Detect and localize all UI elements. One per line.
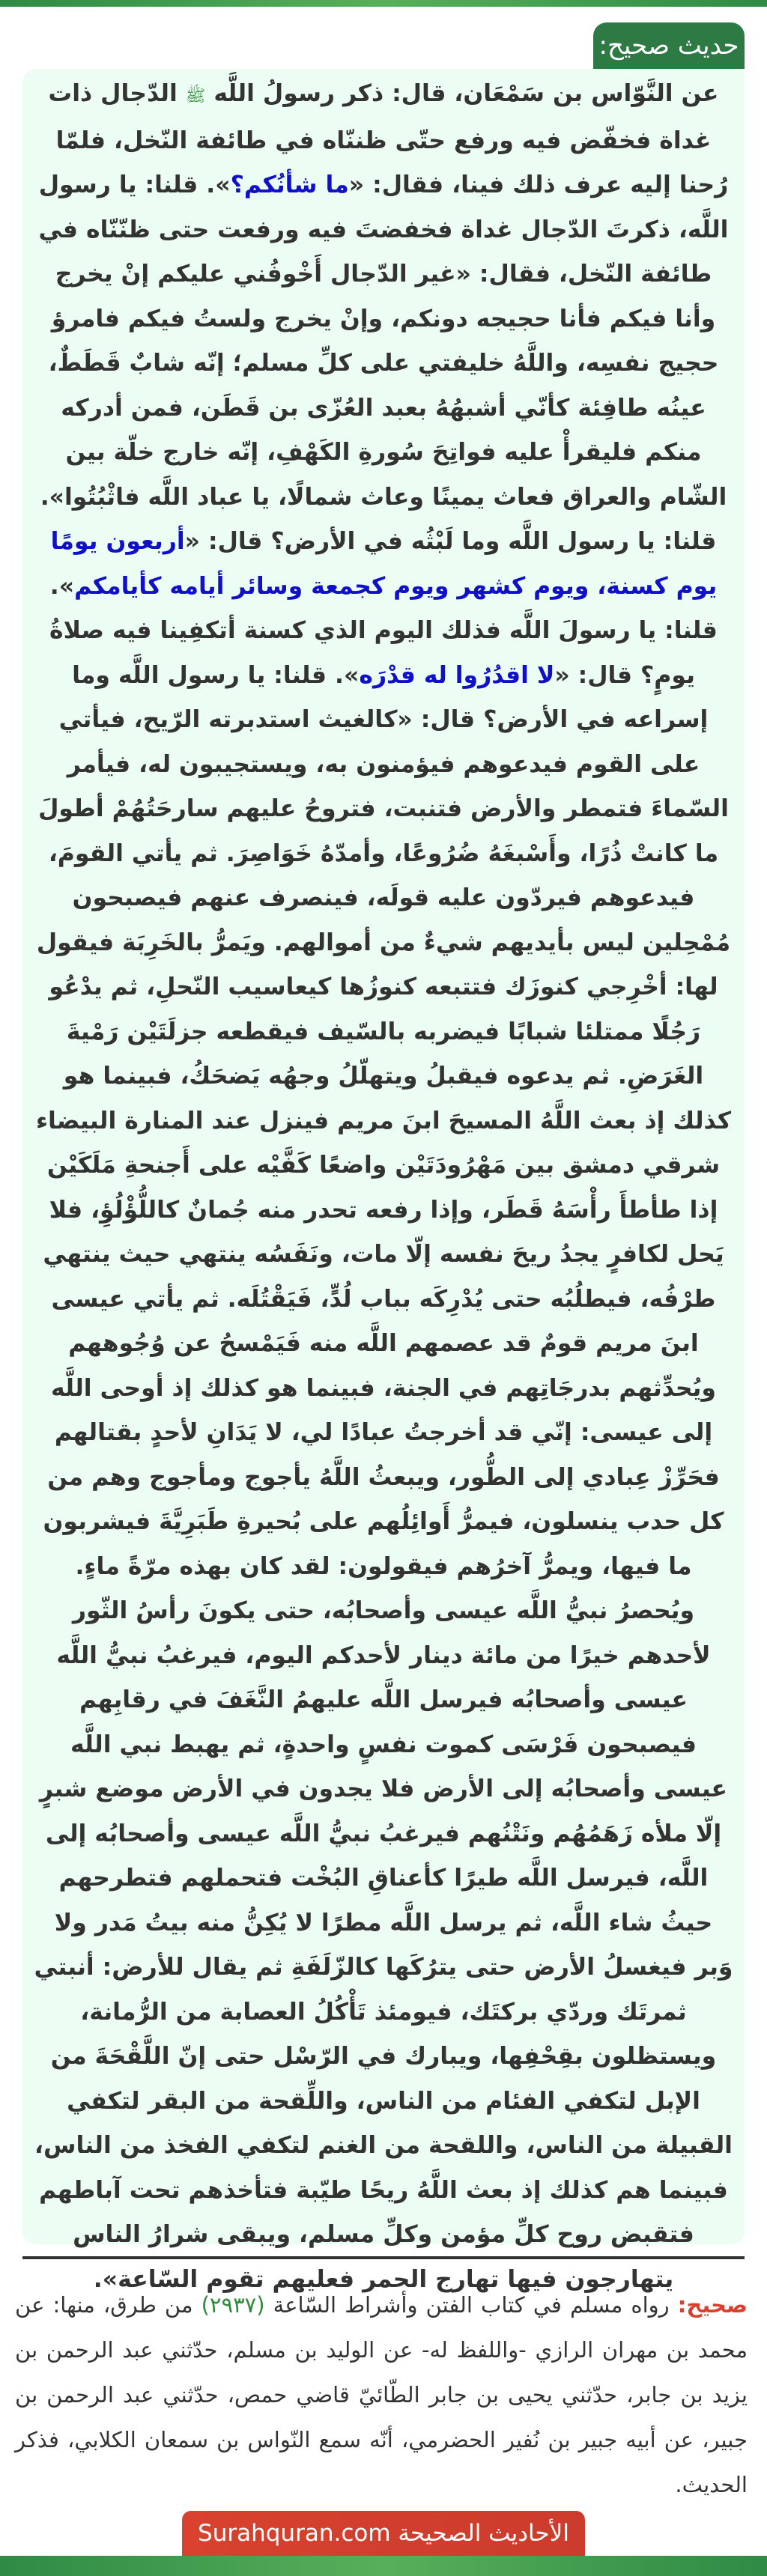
hadith-segment: ». قلنا: يا رسول اللَّه، ذكرتَ الدّجال غداة فخفضتَ فيه ورفعت حتى ظنّنّاه في طائفة النّخل، فقال: «غير الدّجال أَخْوفُني عليكم إنْ يخرج وأنا فيكم فأنا حجيجه دونكم، وإنْ يخرج ولستُ فيكم فامرؤ حجيج نفسِه، واللَّهُ خليفتي على كلِّ مسلم؛ إنّه شابٌ قَطَطٌ، عينُه طافِئة كأنّي أشبهُهُ بعبد العُزّى بن قَطَن، فمن أدركه منكم فليقرأْ عليه فواتِحَ سُورةِ الكَهْفِ، إنّه خارج خلّة بين الشّام والعراق فعاث يمينًا وعاث شمالًا، يا عباد اللَّه فاثْبُتُوا». قلنا: يا رسول اللَّه وما لَبْثُه في الأرض؟ قال: « (38, 171, 729, 555)
takhrij-text: رواه مسلم في كتاب الفتن وأشراط السّاعة (264, 2292, 678, 2318)
prophet-quote: أربعون يومًا يوم كسنة، ويوم كشهر ويوم كجمعة وسائر أيامه كأيامكم (50, 528, 718, 600)
section-divider (22, 2256, 745, 2259)
grade-label: صحيح: (677, 2292, 748, 2318)
prophet-quote: لا اقدُرُوا له قدْرَه (359, 661, 555, 689)
hadith-segment: الدّجال ذات غداة فخفّض فيه ورفع حتّى ظننّاه في طائفة النّخل، فلمّا رُحنا إليه عرف ذلك فينا، فقال: « (48, 80, 729, 198)
hadith-segment: ». قلنا: يا رسول اللَّه وما إسراعه في الأرض؟ قال: «كالغيث استدبرته الرّيح، فيأتي على القوم فيدعوهم فيؤمنون به، ويستجيبون له، فيأمر السّماءَ فتمطر والأرض فتنبت، فتروحُ عليهم سارحَتُهُمْ أطولَ ما كانتْ ذُرًا، وأَسْبغَهُ ضُرُوعًا، وأمدّهُ خَوَاصِرَ. ثم يأتي القومَ، فيدعوهم فيردّون عليه قولَه، فينصرف عنهم فيصبحون مُمْحِلين ليس بأيديهم شيءٌ من أموالهم. ويَمرُّ بالخَرِبَة فيقول لها: أخْرِجي كنوزَك فتتبعه كنوزُها كيعاسيب النّحلِ، ثم يدْعُو رَجُلًا ممتلئا شبابًا فيضربه بالسّيف فيقطعه جزلَتَيْن رَمْيةَ الغَرَضِ. ثم يدعوه فيقبلُ ويتهلّلُ وجهُه يَضحَكُ، فبينما هو كذلك إذ بعث اللَّهُ المسيحَ ابنَ مريم فينزل عند المنارة البيضاء شرقي دمشق بين مَهْرُودَتَيْن واضعًا كَفَّيْه على أَجنحةِ مَلَكَيْن إذا طأطأَ رأْسَهُ قَطَر، وإذا رفعه تحدر منه جُمانٌ كاللُّؤْلُؤِ، فلا يَحل لكافرٍ يجدُ ريحَ نفسه إلّا مات، ونَفَسُه ينتهي حيث ينتهي طرْفُه، فيطلُبُه حتى يُدْرِكَه بباب لُدٍّ، فَيَقْتُلَه. ثم يأتي عيسى ابنَ مريم قومٌ قد عصمهم اللَّه منه فَيَمْسحُ عن وُجُوههم ويُحدِّثهم بدرجَاتِهم في الجنة، فبينما هو كذلك إذ أوحى اللَّه إلى عيسى: إنّي قد أخرجتُ عبادًا لي، لا يَدَانِ لأحدٍ بقتالهم فحَرِّزْ عِبادي إلى الطُّور، ويبعثُ اللَّهُ يأجوج ومأجوج وهم من كل حدب ينسلون، فيمرُّ أَوائِلُهم على بُحيرةِ طَبَرِيَّةَ فيشربون ما فيها، ويمرُّ آخرُهم فيقولون: لقد كان بهذه مرّةً ماءٍ. ويُحصرُ نبيُّ اللَّه عيسى وأصحابُه، حتى يكونَ رأسُ الثّور لأحدهم خيرًا من مائة دينار لأحدكم اليوم، فيرغبُ نبيُّ اللَّه عيسى وأصحابُه فيرسل اللَّه عليهمُ النَّغَفَ في رقابِهم فيصبحون فَرْسَى كموت نفسٍ واحدةٍ، ثم يهبط نبي اللَّه عيسى وأصحابُه إلى الأرض فلا يجدون في الأرض موضع شبرٍ إلّا ملأه زَهَمُهُم ونَتْنُهم فيرغبُ نبيُّ اللَّه عيسى وأصحابُه إلى اللَّه، فيرسل اللَّه طيرًا كأعناقِ البُخْت فتحملهم فتطرحهم حيثُ شاء اللَّه، ثم يرسل اللَّه مطرًا لا يُكِنُّ منه بيتُ مَدر ولا وَبر فيغسلُ الأرض حتى يترُكَها كالزّلَفَةِ ثم يقال للأرض: أنبتي ثمرتَك وردّي بركتَك، فيومئذ تَأْكُلُ العصابة من الرُّمانة، ويستظلون بقِحْفِها، ويبارك في الرّسْل حتى إنّ اللَّقْحَةَ من الإبل لتكفي الفئام من الناس، واللِّقحة من البقر لتكفي القبيلة من الناس، واللقحة من الغنم لتكفي الفخذ من الناس، فبينما هم كذلك إذ بعث اللَّهُ ريحًا طيّبة فتأخذهم تحت آباطهم فتقبض روح كلِّ مؤمن وكلِّ مسلم، ويبقى شرارُ الناس يتهارجون فيها تهارج الحمر فعليهم تقوم السّاعة». (34, 661, 733, 2293)
hadith-segment: عن النَّوّاس بن سَمْعَان، قال: ذكر رسولُ اللَّه (205, 80, 719, 107)
prophet-quote: ما شأنُكم؟ (230, 171, 349, 198)
takhrij-text: من طرق، منها: عن محمد بن مهران الرازي -واللفظ له- عن الوليد بن مسلم، حدّثني عبد الرحمن بن يزيد بن جابر، حدّثني يحيى بن جابر الطّائيّ قاضي حمص، حدّثني عبد الرحمن بن جبير، عن أبيه جبير بن نُفير الحضرمي، أنّه سمع النّواس بن سمعان الكلابي، فذكر الحديث. (15, 2292, 748, 2497)
salawat-icon: ﷺ (185, 87, 206, 106)
hadith-text (33, 72, 734, 2302)
top-decorative-bar (0, 0, 767, 7)
hadith-segment: ». قلنا: يا رسولَ اللَّه فذلك اليوم الذي كسنة أتكفِينا فيه صلاةُ يومٍ؟ قال: « (49, 572, 718, 689)
takhrij-source-text (15, 2282, 748, 2507)
hadith-number: (٢٩٣٧) (201, 2292, 265, 2318)
site-link-badge[interactable]: الأحاديث الصحيحة Surahquran.com (182, 2511, 585, 2556)
hadith-grade-title: حديث صحيح: (593, 22, 745, 69)
bottom-decorative-bar (0, 2556, 767, 2576)
